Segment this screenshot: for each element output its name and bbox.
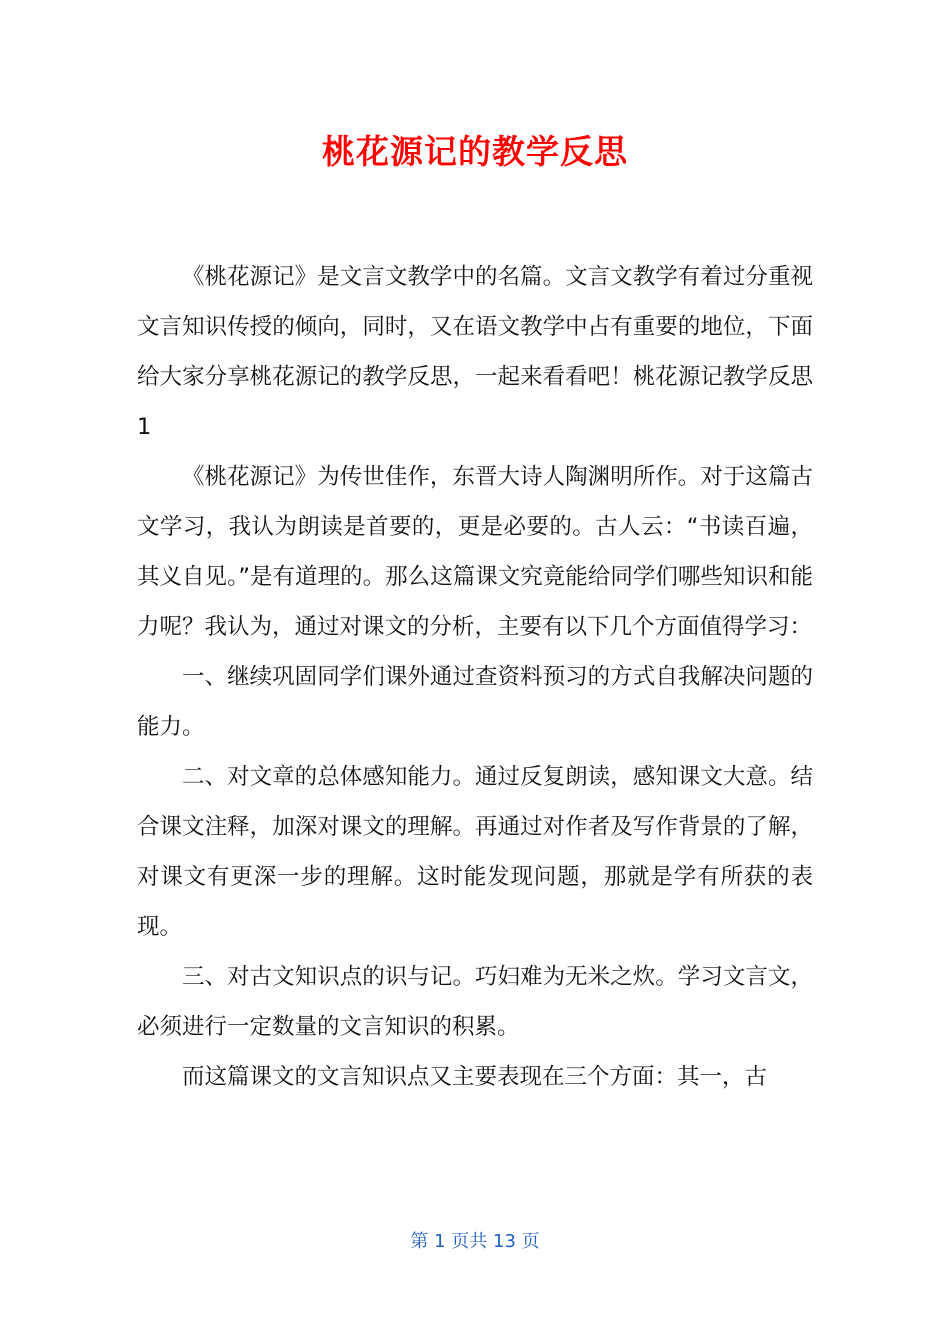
page-number: 第 1 页共 13 页 <box>410 1231 540 1252</box>
paragraph-point-three: 三、对古文知识点的识与记。巧妇难为无米之炊。学习文言文，必须进行一定数量的文言知识的积累。 <box>137 964 813 1040</box>
paragraph-reading: 《桃花源记》为传世佳作，东晋大诗人陶渊明所作。对于这篇古文学习，我认为朗读是首要的，更是必要的。古人云：“书读百遍，其义自见。”是有道理的。那么这篇课文究竟能给同学们哪些知识和能力呢？我认为，通过对课文的分析，主要有以下几个方面值得学习： <box>137 464 813 640</box>
document-body <box>137 252 813 1102</box>
document-title: 桃花源记的教学反思 <box>322 132 628 171</box>
paragraph-point-one: 一、继续巩固同学们课外通过查资料预习的方式自我解决问题的能力。 <box>137 664 813 740</box>
paragraph-knowledge: 而这篇课文的文言知识点又主要表现在三个方面：其一，古 <box>182 1064 768 1090</box>
paragraph-point-two: 二、对文章的总体感知能力。通过反复朗读，感知课文大意。结合课文注释，加深对课文的理解。再通过对作者及写作背景的了解，对课文有更深一步的理解。这时能发现问题，那就是学有所获的表现。 <box>137 764 813 940</box>
paragraph-intro: 《桃花源记》是文言文教学中的名篇。文言文教学有着过分重视文言知识传授的倾向，同时，又在语文教学中占有重要的地位，下面给大家分享桃花源记的教学反思，一起来看看吧！桃花源记教学反思1 <box>137 264 813 440</box>
